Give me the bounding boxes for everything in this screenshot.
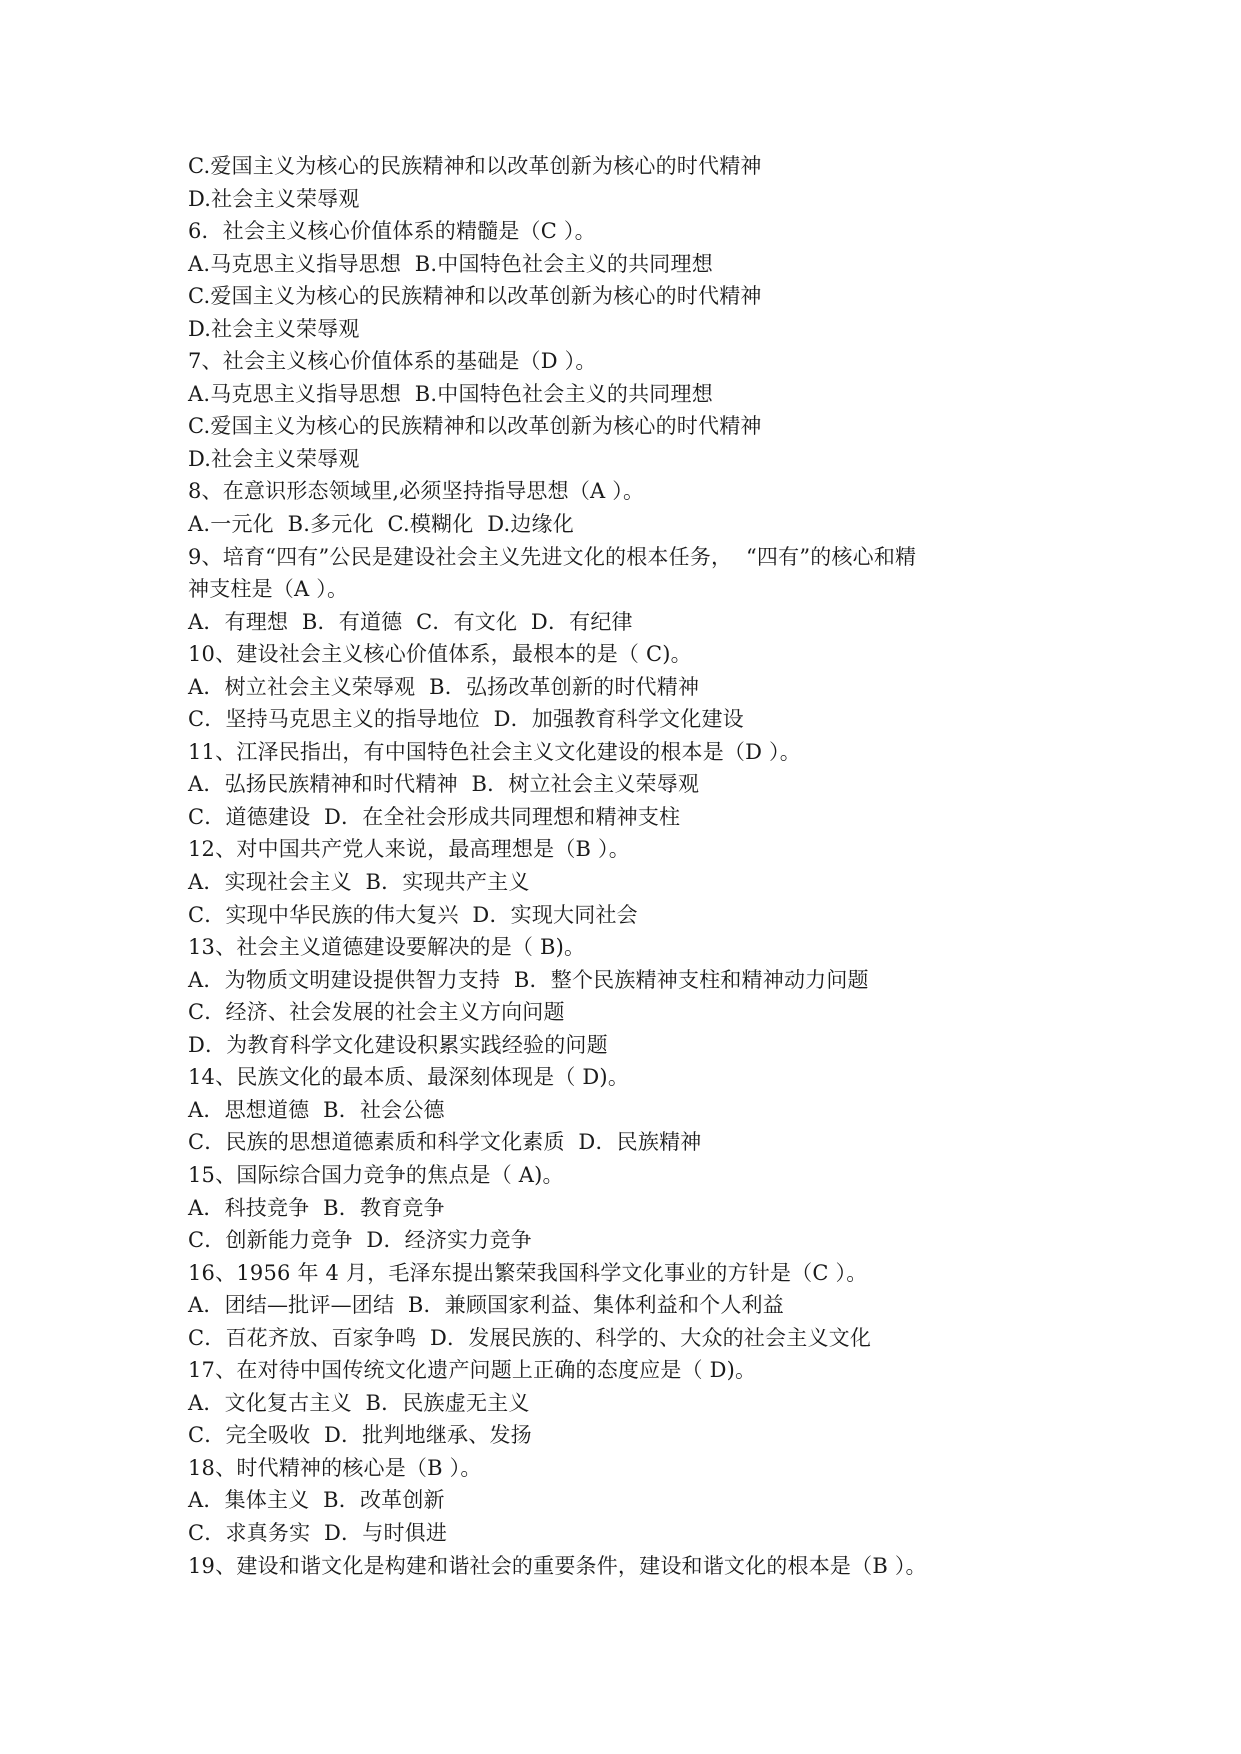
question-line: 6．社会主义核心价值体系的精髓是（C ）。 <box>188 219 596 244</box>
question-line: 9、培育“四有”公民是建设社会主义先进文化的根本任务， “四有”的核心和精 <box>188 544 917 569</box>
question-line: 19、建设和谐文化是构建和谐社会的重要条件，建设和谐文化的根本是（B ）。 <box>188 1553 927 1578</box>
option-line: C．完全吸收 D．批判地继承、发扬 <box>188 1423 532 1448</box>
option-line: C．坚持马克思主义的指导地位 D．加强教育科学文化建设 <box>188 707 744 732</box>
option-line: A．集体主义 B．改革创新 <box>188 1488 445 1513</box>
option-line: A.马克思主义指导思想 B.中国特色社会主义的共同理想 <box>188 381 713 406</box>
option-line: A．为物质文明建设提供智力支持 B．整个民族精神支柱和精神动力问题 <box>188 967 869 992</box>
question-line: 15、国际综合国力竞争的焦点是（ A)。 <box>188 1162 564 1187</box>
option-line: A．文化复古主义 B．民族虚无主义 <box>188 1390 530 1415</box>
question-line: 8、在意识形态领域里,必须坚持指导思想（A ）。 <box>188 479 645 504</box>
option-line: C．道德建设 D．在全社会形成共同理想和精神支柱 <box>188 804 681 829</box>
option-line: C．求真务实 D．与时俱进 <box>188 1520 448 1545</box>
option-line: C．创新能力竞争 D．经济实力竞争 <box>188 1228 532 1253</box>
option-line: A．科技竞争 B．教育竞争 <box>188 1195 445 1220</box>
option-line: A．有理想 B．有道德 C．有文化 D．有纪律 <box>188 609 633 634</box>
question-line: 11、江泽民指出，有中国特色社会主义文化建设的根本是（D ）。 <box>188 739 801 764</box>
option-line: C．百花齐放、百家争鸣 D．发展民族的、科学的、大众的社会主义文化 <box>188 1325 872 1350</box>
question-line: 16、1956 年 4 月，毛泽东提出繁荣我国科学文化事业的方针是（C ）。 <box>188 1260 868 1285</box>
question-line: 7、社会主义核心价值体系的基础是（D ）。 <box>188 349 597 374</box>
question-line: 10、建设社会主义核心价值体系，最根本的是（ C)。 <box>188 642 692 667</box>
option-line: A．思想道德 B．社会公德 <box>188 1097 445 1122</box>
option-line: A．团结—批评—团结 B．兼顾国家利益、集体利益和个人利益 <box>188 1293 784 1318</box>
question-line: 神支柱是（A ）。 <box>188 577 349 602</box>
document-body <box>188 150 1048 1582</box>
text-line: C.爱国主义为核心的民族精神和以改革创新为核心的时代精神 <box>188 154 762 178</box>
option-line: C.爱国主义为核心的民族精神和以改革创新为核心的时代精神 <box>188 284 762 309</box>
option-line: D.社会主义荣辱观 <box>188 446 360 471</box>
option-line: D.社会主义荣辱观 <box>188 316 360 341</box>
option-line: A.一元化 B.多元化 C.模糊化 D.边缘化 <box>188 512 574 537</box>
question-line: 17、在对待中国传统文化遗产问题上正确的态度应是（ D)。 <box>188 1358 757 1383</box>
option-line: C．实现中华民族的伟大复兴 D．实现大同社会 <box>188 902 638 927</box>
option-line: A．弘扬民族精神和时代精神 B．树立社会主义荣辱观 <box>188 772 700 797</box>
question-line: 14、民族文化的最本质、最深刻体现是（ D)。 <box>188 1065 630 1090</box>
question-line: 12、对中国共产党人来说，最高理想是（B ）。 <box>188 837 630 862</box>
option-line: C．民族的思想道德素质和科学文化素质 D．民族精神 <box>188 1130 702 1155</box>
option-line: A．树立社会主义荣辱观 B．弘扬改革创新的时代精神 <box>188 674 700 699</box>
option-line: A.马克思主义指导思想 B.中国特色社会主义的共同理想 <box>188 251 713 276</box>
option-line: C．经济、社会发展的社会主义方向问题 <box>188 1000 565 1025</box>
option-line: C.爱国主义为核心的民族精神和以改革创新为核心的时代精神 <box>188 414 762 439</box>
question-line: 18、时代精神的核心是（B ）。 <box>188 1455 482 1480</box>
question-line: 13、社会主义道德建设要解决的是（ B)。 <box>188 935 586 960</box>
option-line: A．实现社会主义 B．实现共产主义 <box>188 870 530 895</box>
text-line: D.社会主义荣辱观 <box>188 186 360 211</box>
option-line: D．为教育科学文化建设积累实践经验的问题 <box>188 1032 608 1057</box>
